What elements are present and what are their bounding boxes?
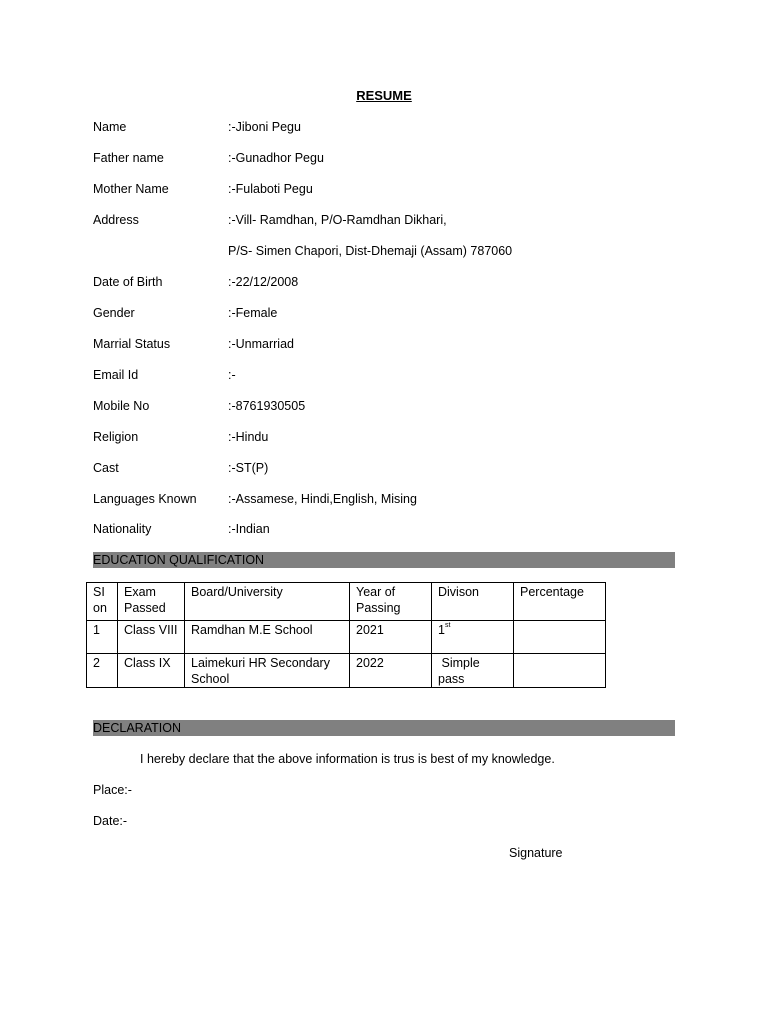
header-cell-percentage: Percentage <box>514 583 606 621</box>
cell-exam: Class VIII <box>118 621 185 654</box>
cell-board: Ramdhan M.E School <box>185 621 350 654</box>
detail-value: :-22/12/2008 <box>228 275 299 289</box>
detail-label: Father name <box>93 151 164 165</box>
detail-value: :-ST(P) <box>228 461 269 475</box>
cell-percentage <box>514 621 606 654</box>
education-table <box>86 582 606 688</box>
detail-label: Nationality <box>93 522 152 536</box>
declaration-heading: DECLARATION <box>93 720 675 736</box>
header-cell-sl: SI on <box>87 583 118 621</box>
detail-label: Cast <box>93 461 119 475</box>
education-heading: EDUCATION QUALIFICATION <box>93 552 675 568</box>
header-cell-board: Board/University <box>185 583 350 621</box>
detail-label: Languages Known <box>93 492 197 506</box>
cell-division: Simple pass <box>432 654 514 688</box>
cell-exam: Class IX <box>118 654 185 688</box>
detail-label: Mother Name <box>93 182 169 196</box>
division-superscript: st <box>444 622 451 629</box>
cell-year: 2022 <box>350 654 432 688</box>
detail-value: :-Female <box>228 306 278 320</box>
detail-label: Marrial Status <box>93 337 171 351</box>
detail-value: :-Indian <box>228 522 270 536</box>
detail-label: Mobile No <box>93 399 150 413</box>
detail-label: Religion <box>93 430 139 444</box>
detail-value: :-Unmarriad <box>228 337 294 351</box>
signature-label: Signature <box>509 846 563 860</box>
date-label: Date:- <box>93 814 128 828</box>
detail-value: :-8761930505 <box>228 399 306 413</box>
table-row <box>87 654 606 688</box>
detail-value: :-Jiboni Pegu <box>228 120 301 134</box>
detail-label: Name <box>93 120 127 134</box>
address-line-2: P/S- Simen Chapori, Dist-Dhemaji (Assam) 787060 <box>228 244 513 258</box>
header-cell-exam: Exam Passed <box>118 583 185 621</box>
detail-value: :-Assamese, Hindi,English, Mising <box>228 492 417 506</box>
detail-value: :-Hindu <box>228 430 269 444</box>
cell-year: 2021 <box>350 621 432 654</box>
detail-label: Date of Birth <box>93 275 163 289</box>
detail-value: :-Fulaboti Pegu <box>228 182 313 196</box>
detail-value: :-Gunadhor Pegu <box>228 151 324 165</box>
cell-sl: 2 <box>87 654 118 688</box>
cell-percentage <box>514 654 606 688</box>
resume-title: RESUME <box>356 88 412 103</box>
place-label: Place:- <box>93 783 132 797</box>
division-text: 1 <box>438 623 445 637</box>
detail-value: :-Vill- Ramdhan, P/O-Ramdhan Dikhari, <box>228 213 447 227</box>
detail-value: :- <box>228 368 236 382</box>
cell-sl: 1 <box>87 621 118 654</box>
detail-label: Gender <box>93 306 135 320</box>
header-cell-division: Divison <box>432 583 514 621</box>
declaration-text: I hereby declare that the above information is trus is best of my knowledge. <box>140 752 555 766</box>
detail-label: Email Id <box>93 368 139 382</box>
header-cell-year: Year of Passing <box>350 583 432 621</box>
detail-label: Address <box>93 213 139 227</box>
cell-board: Laimekuri HR Secondary School <box>185 654 350 688</box>
table-row <box>87 621 606 654</box>
cell-division <box>432 621 514 654</box>
table-header-row <box>87 583 606 621</box>
